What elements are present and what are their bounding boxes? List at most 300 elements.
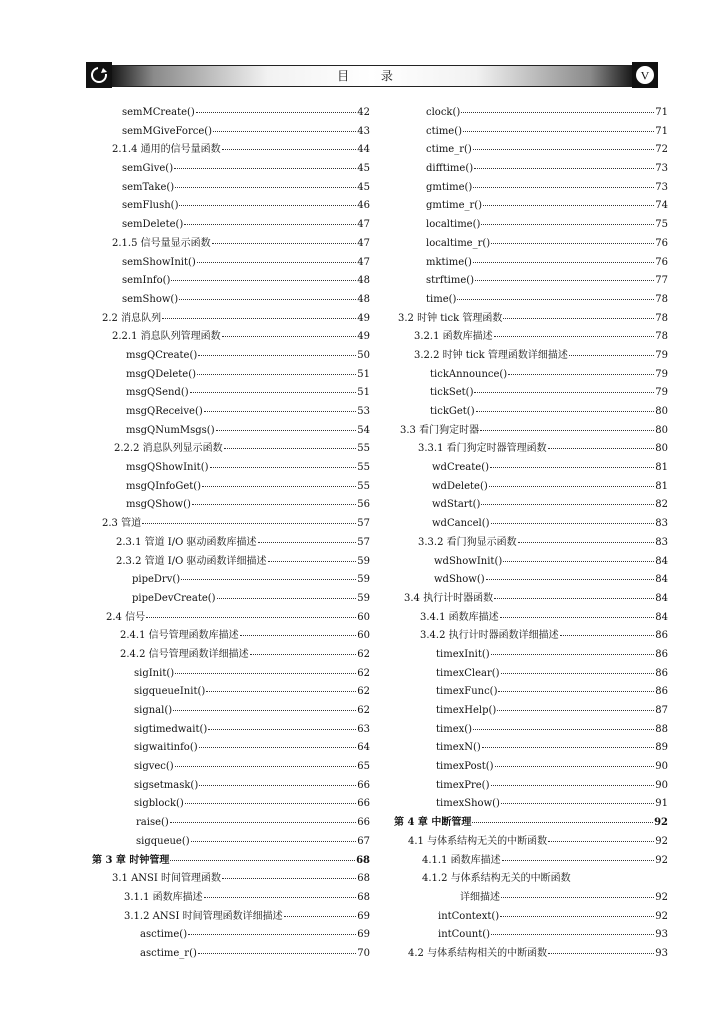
toc-entry (392, 665, 668, 684)
toc-entry-title: sigwaitinfo() (134, 742, 198, 754)
dot-leader (196, 112, 356, 113)
toc-entry-page: 62 (357, 648, 370, 660)
toc-entry (92, 216, 370, 235)
toc-entry-page: 48 (357, 275, 370, 287)
toc-entry (92, 123, 370, 142)
toc-entry (392, 216, 668, 235)
toc-entry-page: 79 (655, 349, 668, 361)
toc-entry (92, 945, 370, 964)
toc-entry-page: 49 (357, 312, 370, 324)
toc-entry (92, 179, 370, 198)
toc-entry-title: semShowInit() (122, 256, 196, 268)
toc-entry-page: 84 (655, 592, 668, 604)
toc-entry (392, 702, 668, 721)
toc-entry-title: sigqueue() (136, 835, 190, 847)
dot-leader (474, 168, 654, 169)
toc-entry-page: 57 (357, 518, 370, 530)
toc-entry (392, 627, 668, 646)
toc-entry-page: 62 (357, 705, 370, 716)
toc-entry-title: wdShowInit() (434, 555, 503, 567)
toc-entry-page: 59 (357, 555, 370, 567)
dot-leader (258, 542, 357, 543)
toc-entry-title: semFlush() (122, 200, 179, 212)
toc-entry-title: msgQSend() (126, 387, 189, 399)
toc-entry-page: 84 (655, 555, 668, 567)
toc-entry-page: 80 (655, 406, 668, 417)
toc-entry-page: 80 (655, 443, 668, 455)
dot-leader (498, 691, 654, 692)
toc-entry-page: 44 (357, 144, 370, 156)
toc-entry-page: 79 (655, 368, 668, 380)
dot-leader (199, 747, 357, 748)
toc-entry-page: 92 (655, 910, 668, 922)
toc-entry-title: wdShow() (434, 574, 485, 586)
dot-leader (171, 280, 356, 281)
toc-entry (392, 553, 668, 572)
dot-leader (202, 486, 356, 487)
toc-entry-title: 2.4.2 信号管理函数详细描述 (120, 648, 249, 660)
toc-entry-title: timexPost() (436, 761, 494, 773)
dot-leader (206, 691, 356, 692)
toc-entry (92, 254, 370, 273)
toc-entry-title: msgQDelete() (126, 368, 197, 380)
toc-entry-page: 83 (655, 518, 668, 530)
toc-entry-title: tickSet() (430, 387, 474, 399)
dot-leader (185, 803, 356, 804)
toc-entry-page: 55 (357, 462, 370, 474)
dot-leader (192, 504, 356, 505)
toc-entry-page: 91 (655, 798, 668, 810)
toc-entry-page: 76 (655, 256, 668, 268)
toc-entry-page: 66 (357, 798, 370, 810)
toc-entry (92, 795, 370, 814)
toc-entry (392, 609, 668, 628)
toc-entry (392, 852, 668, 871)
toc-entry-title: intCount() (438, 929, 491, 941)
toc-entry-page: 46 (357, 200, 370, 212)
page-header (86, 62, 658, 88)
dot-leader (483, 205, 654, 206)
toc-right-column (392, 104, 668, 964)
toc-entry-title: msgQNumMsgs() (126, 424, 215, 436)
toc-entry-title: 2.1.4 通用的信号量函数 (112, 144, 221, 156)
dot-leader (476, 411, 655, 412)
toc-entry-page: 66 (357, 817, 370, 829)
toc-entry-page: 67 (357, 835, 370, 847)
toc-entry-title: wdStart() (432, 499, 481, 511)
dot-leader (210, 467, 357, 468)
toc-entry-title: 2.1.5 信号量显示函数 (112, 237, 211, 249)
toc-entry-page: 66 (357, 779, 370, 791)
toc-entry-title: 3.1 ANSI 时间管理函数 (112, 873, 222, 885)
toc-entry-page: 71 (655, 107, 668, 118)
dot-leader (222, 878, 356, 879)
toc-entry-page: 47 (357, 237, 370, 249)
page-number-badge-icon (635, 65, 655, 85)
dot-leader (181, 579, 356, 580)
toc-entry-title: sigvec() (134, 761, 174, 773)
toc-entry (392, 291, 668, 310)
toc-entry (92, 403, 370, 422)
toc-entry (392, 683, 668, 702)
toc-entry-title: 3.4 执行计时器函数 (404, 592, 494, 604)
dot-leader (173, 710, 356, 711)
dot-leader (494, 336, 655, 337)
toc-entry-title: 3.3.2 看门狗显示函数 (418, 536, 517, 548)
toc-entry-title: 3.1.2 ANSI 时间管理函数详细描述 (124, 910, 283, 922)
toc-entry-title: gmtime_r() (426, 200, 483, 212)
dot-leader (501, 897, 654, 898)
toc-entry-title: difftime() (426, 163, 474, 175)
toc-entry-title: 3.2 时钟 tick 管理函数 (398, 312, 503, 324)
toc-entry (92, 310, 370, 329)
toc-entry-page: 75 (655, 219, 668, 231)
toc-entry-title: ctime_r() (426, 144, 472, 156)
toc-entry-page: 62 (357, 667, 370, 679)
toc-entry-title: semInfo() (122, 275, 171, 287)
toc-entry-page: 93 (655, 947, 668, 959)
toc-entry (92, 515, 370, 534)
toc-entry-title: intContext() (438, 910, 500, 922)
dot-leader (491, 654, 655, 655)
toc-entry-page: 78 (655, 312, 668, 324)
dot-leader (548, 841, 654, 842)
toc-entry (92, 833, 370, 852)
dot-leader (490, 467, 654, 468)
toc-entry (92, 870, 370, 889)
toc-entry-page: 59 (357, 592, 370, 604)
dot-leader (162, 318, 356, 319)
toc-entry (392, 310, 668, 329)
toc-entry-page: 73 (655, 163, 668, 175)
toc-entry (392, 459, 668, 478)
toc-entry-page: 48 (357, 293, 370, 305)
dot-leader (208, 729, 356, 730)
toc-entry (392, 422, 668, 441)
toc-entry (392, 123, 668, 142)
toc-entry (92, 347, 370, 366)
toc-entry (92, 814, 370, 833)
toc-entry-page: 50 (357, 349, 370, 361)
dot-leader (518, 542, 655, 543)
toc-entry-title: timexFunc() (436, 686, 498, 698)
dot-leader (284, 916, 357, 917)
toc-entry (92, 739, 370, 758)
toc-entry-page: 90 (655, 761, 668, 773)
toc-entry-title: 2.3.1 管道 I/O 驱动函数库描述 (116, 536, 257, 548)
toc-entry (92, 590, 370, 609)
toc-entry-title: mktime() (426, 256, 472, 268)
toc-entry-title: msgQCreate() (126, 349, 198, 361)
toc-entry-title: msgQInfoGet() (126, 480, 202, 492)
dot-leader (503, 318, 654, 319)
toc-entry (92, 197, 370, 216)
toc-entry-title: sigqueueInit() (134, 686, 206, 698)
toc-entry-page: 81 (655, 480, 668, 492)
dot-leader (184, 224, 356, 225)
dot-leader (473, 729, 654, 730)
toc-entry (92, 908, 370, 927)
toc-entry-title: pipeDrv() (132, 574, 181, 586)
toc-entry (92, 665, 370, 684)
toc-entry (392, 254, 668, 273)
toc-entry-title: 2.3 管道 (102, 518, 142, 530)
toc-entry (392, 721, 668, 740)
toc-entry-title: timexInit() (436, 648, 490, 660)
dot-leader (204, 411, 357, 412)
toc-entry-title: 2.4.1 信号管理函数库描述 (120, 630, 239, 642)
toc-entry (392, 141, 668, 160)
toc-entry (92, 627, 370, 646)
toc-entry-page: 51 (357, 387, 370, 399)
toc-entry (392, 571, 668, 590)
dot-leader (473, 262, 654, 263)
toc-entry (392, 384, 668, 403)
toc-entry (392, 104, 668, 123)
toc-entry (92, 889, 370, 908)
toc-entry (92, 459, 370, 478)
toc-entry (92, 852, 370, 871)
dot-leader (472, 822, 653, 823)
toc-entry-page: 53 (357, 406, 370, 417)
dot-leader (179, 205, 356, 206)
toc-entry (92, 160, 370, 179)
toc-entry-title: 2.2.1 消息队列管理函数 (112, 331, 221, 343)
toc-entry-page: 68 (357, 873, 370, 885)
dot-leader (222, 336, 357, 337)
toc-entry-title: strftime() (426, 275, 475, 287)
toc-entry-page: 79 (655, 387, 668, 399)
dot-leader (224, 448, 357, 449)
dot-leader (240, 635, 357, 636)
toc-entry (392, 179, 668, 198)
toc-entry (92, 496, 370, 515)
toc-entry-page: 78 (655, 293, 668, 305)
toc-entry-title: sigInit() (134, 667, 175, 679)
dot-leader (491, 243, 654, 244)
toc-entry-title: 2.2 消息队列 (102, 312, 162, 324)
dot-leader (548, 448, 655, 449)
toc-entry (392, 646, 668, 665)
toc-entry-title: raise() (136, 817, 169, 829)
toc-entry-page: 43 (357, 125, 370, 137)
toc-entry-page: 82 (655, 499, 668, 511)
dot-leader (560, 635, 655, 636)
toc-entry-page: 73 (655, 181, 668, 193)
toc-entry-page: 70 (357, 947, 370, 959)
toc-entry-page: 59 (357, 574, 370, 586)
dot-leader (216, 430, 357, 431)
dot-leader (191, 841, 357, 842)
toc-entry-page: 62 (357, 686, 370, 698)
toc-entry (392, 496, 668, 515)
dot-leader (501, 803, 654, 804)
toc-entry-page: 86 (655, 686, 668, 698)
toc-entry-title: signal() (134, 705, 173, 716)
toc-entry (392, 328, 668, 347)
toc-entry-title: time() (426, 293, 457, 305)
toc-entry-page: 42 (357, 107, 370, 118)
dot-leader (170, 860, 355, 861)
toc-entry-title: 详细描述 (460, 891, 500, 903)
dot-leader (489, 486, 655, 487)
toc-entry-page: 76 (655, 237, 668, 249)
toc-entry-page: 69 (357, 929, 370, 941)
dot-leader (480, 430, 654, 431)
toc-entry-title: msgQShowInit() (126, 462, 209, 474)
toc-entry-page: 68 (357, 891, 370, 903)
toc-entry (392, 758, 668, 777)
toc-entry-title: semMCreate() (122, 107, 195, 118)
dot-leader (179, 299, 356, 300)
toc-entry-title: 2.4 信号 (106, 611, 146, 623)
toc-entry-title: tickGet() (430, 406, 475, 417)
toc-entry-title: wdDelete() (432, 480, 488, 492)
toc-left-column (92, 104, 370, 964)
toc-entry (92, 571, 370, 590)
dot-leader (204, 897, 357, 898)
toc-entry-title: sigtimedwait() (134, 723, 208, 735)
toc-entry-title: 3.1.1 函数库描述 (124, 891, 203, 903)
toc-entry-title: sigblock() (134, 798, 184, 810)
toc-entry (92, 272, 370, 291)
toc-entry-title: semShow() (122, 293, 179, 305)
toc-entry-page: 92 (655, 835, 668, 847)
toc-entry-title: tickAnnounce() (430, 368, 508, 380)
toc-entry-title: semDelete() (122, 219, 184, 231)
toc-entry-page: 88 (655, 723, 668, 735)
toc-entry-page: 57 (357, 536, 370, 548)
dot-leader (481, 224, 654, 225)
toc-entry-page: 78 (655, 331, 668, 343)
dot-leader (548, 953, 654, 954)
toc-entry-title: ctime() (426, 125, 463, 137)
dot-leader (473, 187, 654, 188)
toc-entry (392, 366, 668, 385)
dot-leader (188, 934, 356, 935)
toc-entry (392, 590, 668, 609)
toc-entry-title: localtime_r() (426, 237, 491, 249)
toc-entry (92, 534, 370, 553)
toc-entry-page: 60 (357, 611, 370, 623)
toc-entry-page: 81 (655, 462, 668, 474)
toc-entry-title: msgQShow() (126, 499, 191, 511)
toc-entry-title: 2.2.2 消息队列显示函数 (114, 443, 223, 455)
dot-leader (473, 149, 654, 150)
toc-entry-page: 51 (357, 368, 370, 380)
dot-leader (457, 299, 654, 300)
toc-entry (392, 534, 668, 553)
dot-leader (222, 149, 357, 150)
dot-leader (474, 392, 654, 393)
dot-leader (190, 392, 357, 393)
dot-leader (170, 822, 356, 823)
toc-entry (92, 683, 370, 702)
toc-entry-title: pipeDevCreate() (132, 592, 216, 604)
dot-leader (491, 934, 654, 935)
dot-leader (482, 747, 654, 748)
toc-entry-page: 47 (357, 256, 370, 268)
toc-entry-page: 55 (357, 480, 370, 492)
toc-entry-page: 93 (655, 929, 668, 941)
dot-leader (500, 617, 655, 618)
toc-entry (392, 515, 668, 534)
toc-entry (92, 721, 370, 740)
toc-entry-title: 4.1.1 函数库描述 (422, 854, 501, 866)
dot-leader (502, 860, 655, 861)
toc-entry-page: 63 (357, 723, 370, 735)
toc-entry (92, 141, 370, 160)
toc-entry-page: 45 (357, 163, 370, 175)
toc-entry-page: 86 (655, 667, 668, 679)
toc-entry-title: semMGiveForce() (122, 125, 213, 137)
toc-entry-title: timexShow() (436, 798, 500, 810)
toc-entry-page: 71 (655, 125, 668, 137)
toc-entry (392, 197, 668, 216)
dot-leader (475, 280, 654, 281)
dot-leader (569, 355, 654, 356)
toc-entry (392, 814, 668, 833)
dot-leader (174, 168, 356, 169)
toc-entry-title: 4.1 与体系结构无关的中断函数 (408, 835, 548, 847)
toc-entry (392, 926, 668, 945)
toc-entry (392, 870, 668, 889)
toc-entry-title: 第 4 章 中断管理 (394, 817, 472, 829)
toc-entry (92, 366, 370, 385)
toc-entry-title: timexN() (436, 742, 481, 754)
toc-entry-page: 83 (655, 536, 668, 548)
dot-leader (494, 598, 654, 599)
dot-leader (199, 785, 356, 786)
dot-leader (500, 916, 654, 917)
toc-entry (392, 347, 668, 366)
page-title: 目 录 (337, 69, 407, 83)
dot-leader (142, 523, 356, 524)
toc-entry-page: 90 (655, 779, 668, 791)
dot-leader (268, 561, 357, 562)
toc-entry-page: 54 (357, 424, 370, 436)
toc-entry-page: 84 (655, 611, 668, 623)
toc-entry (392, 160, 668, 179)
toc-entry-title: sigsetmask() (134, 779, 199, 791)
dot-leader (495, 766, 655, 767)
toc-entry (392, 795, 668, 814)
toc-entry-page: 45 (357, 181, 370, 193)
toc-entry-page: 84 (655, 574, 668, 586)
dot-leader (198, 355, 356, 356)
toc-entry (92, 440, 370, 459)
toc-entry-title: clock() (426, 107, 461, 118)
roman-page-number: V (640, 68, 650, 83)
toc-entry-title: timex() (436, 723, 473, 735)
toc-entry-title: wdCancel() (432, 518, 490, 530)
toc-entry-title: 4.2 与体系结构相关的中断函数 (408, 947, 548, 959)
dot-leader (213, 131, 356, 132)
dot-leader (217, 598, 357, 599)
toc-entry (392, 440, 668, 459)
dot-leader (175, 673, 356, 674)
toc-entry-page: 77 (655, 275, 668, 287)
toc-entry (92, 926, 370, 945)
dot-leader (175, 187, 356, 188)
dot-leader (197, 374, 356, 375)
toc-entry-title: 3.3.1 看门狗定时器管理函数 (418, 443, 547, 455)
toc-entry (92, 235, 370, 254)
dot-leader (146, 617, 356, 618)
toc-entry-title: semGive() (122, 163, 174, 175)
toc-entry (92, 291, 370, 310)
toc-entry-page: 49 (357, 331, 370, 343)
